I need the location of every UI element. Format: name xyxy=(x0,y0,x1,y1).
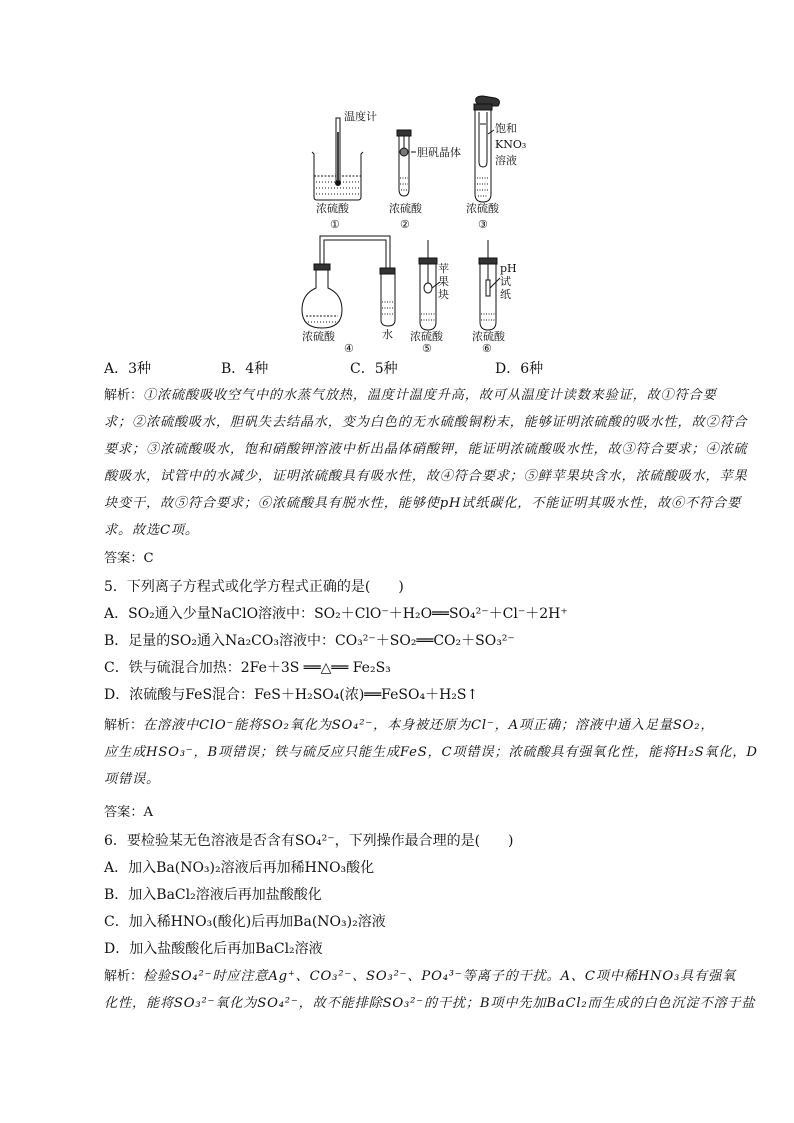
caption-4: 浓硫酸 xyxy=(302,330,335,343)
number-1: ① xyxy=(330,218,340,231)
q4-option-d: D．6种 xyxy=(495,361,544,377)
tube-5 xyxy=(419,240,440,330)
tube-2 xyxy=(397,130,416,196)
q5-option-c-equation: 2Fe＋3S ══△══ Fe₂S₃ xyxy=(240,660,391,676)
question-6 xyxy=(104,828,712,963)
q4-option-c: C．5种 xyxy=(350,361,398,377)
q6-option-d: D．加入盐酸酸化后再加BaCl₂溶液 xyxy=(104,941,323,957)
explanation-line: 化性，能将SO₃²⁻氧化为SO₄²⁻，故不能排除SO₃²⁻的干扰；B项中先加BaCl₂而生成的白色沉淀不溶于盐 xyxy=(104,996,756,1011)
q4-option-a: A．3种 xyxy=(104,361,152,377)
number-4: ④ xyxy=(344,342,354,354)
q5-option-a-label: A．SO₂通入少量NaClO溶液中： xyxy=(104,606,315,622)
explanation-line: 求。故选C项。 xyxy=(104,523,199,538)
q5-stem: 5．下列离子方程式或化学方程式正确的是( ) xyxy=(104,579,404,595)
explanation-line: 酸吸水，试管中的水减少，证明浓硫酸具有吸水性，故④符合要求；⑤鲜苹果块含水，浓硫酸吸水，苹果 xyxy=(104,469,748,484)
label-thermometer: 温度计 xyxy=(344,110,377,123)
explanation-line: 块变干，故⑤符合要求；⑥浓硫酸具有脱水性，能够使pH试纸碳化，不能证明其吸水性，故⑥不符合要 xyxy=(104,496,741,511)
q6-option-a: A．加入Ba(NO₃)₂溶液后再加稀HNO₃酸化 xyxy=(104,860,375,876)
number-6: ⑥ xyxy=(482,342,492,354)
q5-explanation xyxy=(104,713,758,794)
label-blue-vitriol: 胆矾晶体 xyxy=(417,146,461,159)
caption-5: 浓硫酸 xyxy=(410,330,443,343)
label-apple-2: 果 xyxy=(438,275,449,288)
explanation-line: 检验SO₄²⁻时应注意Ag⁺、CO₃²⁻、SO₃²⁻、PO₄³⁻等离子的干扰。A、C项中稀HNO₃具有强氧 xyxy=(143,969,737,984)
q4-option-b: B．4种 xyxy=(221,361,269,377)
label-solution: 溶液 xyxy=(495,154,517,167)
label-saturated: 饱和 xyxy=(495,122,517,135)
q4-explanation xyxy=(104,383,748,545)
explanation-line: 要求；③浓硫酸吸水，饱和硝酸钾溶液中析出晶体硝酸钾，能证明浓硫酸吸水性，故③符合要求；④浓硫 xyxy=(104,442,748,457)
question-5 xyxy=(104,574,712,709)
explanation-line: 求；②浓硫酸吸水，胆矾失去结晶水，变为白色的无水硫酸铜粉末，能够证明浓硫酸的吸水性，故②符合 xyxy=(104,415,748,430)
q5-option-a-equation: SO₂＋ClO⁻＋H₂O══SO₄²⁻＋Cl⁻＋2H⁺ xyxy=(314,606,568,622)
q5-option-b-label: B．足量的SO₂通入Na₂CO₃溶液中： xyxy=(104,633,335,649)
label-apple-1: 苹 xyxy=(438,262,449,275)
number-5: ⑤ xyxy=(422,342,432,354)
tube-6 xyxy=(479,240,500,330)
caption-6: 浓硫酸 xyxy=(472,330,505,343)
apparatus-figure xyxy=(300,92,540,354)
q5-option-d-label: D．浓硫酸与FeS混合： xyxy=(104,687,255,703)
label-apple-3: 块 xyxy=(438,288,449,301)
number-2: ② xyxy=(400,218,410,231)
label-ph-3: 纸 xyxy=(500,288,511,301)
flask-4 xyxy=(302,236,395,328)
q4-answer: 答案：C xyxy=(104,551,154,566)
q5-option-c-label: C．铁与硫混合加热： xyxy=(104,660,241,676)
apparatus-diagram xyxy=(300,92,540,354)
q6-explanation-head: 解析： xyxy=(104,969,144,984)
label-ph-2: 试 xyxy=(500,275,511,288)
explanation-line: 应生成HSO₃⁻，B项错误；铁与硫反应只能生成FeS，C项错误；浓硫酸具有强氧化性，能将H₂S氧化，D xyxy=(104,745,758,760)
label-water: 水 xyxy=(382,328,393,341)
explanation-line: 项错误。 xyxy=(104,772,160,787)
q6-option-b: B．加入BaCl₂溶液后再加盐酸酸化 xyxy=(104,887,322,903)
q6-option-c: C．加入稀HNO₃(酸化)后再加Ba(NO₃)₂溶液 xyxy=(104,914,386,930)
caption-1: 浓硫酸 xyxy=(316,202,349,215)
q5-explanation-head: 解析： xyxy=(104,718,144,733)
q4-explanation-head: 解析： xyxy=(104,388,144,403)
q6-explanation xyxy=(104,964,756,1018)
q6-stem: 6．要检验某无色溶液是否含有SO₄²⁻，下列操作最合理的是( ) xyxy=(104,833,514,849)
q5-answer: 答案：A xyxy=(104,805,154,820)
q5-option-d-equation: FeS＋H₂SO₄(浓)══FeSO₄＋H₂S↑ xyxy=(254,687,479,703)
label-ph-1: pH xyxy=(500,262,517,275)
explanation-line: 在溶液中ClO⁻能将SO₂氧化为SO₄²⁻，本身被还原为Cl⁻，A项正确；溶液中通入足量SO₂， xyxy=(143,718,715,733)
q5-option-b-equation: CO₃²⁻＋SO₂══CO₂＋SO₃²⁻ xyxy=(334,633,515,649)
caption-3: 浓硫酸 xyxy=(466,202,499,215)
number-3: ③ xyxy=(478,218,488,231)
label-kno3: KNO₃ xyxy=(495,138,527,151)
q4-options xyxy=(104,358,724,380)
explanation-line: ①浓硫酸吸收空气中的水蒸气放热，温度计温度升高，故可从温度计读数来验证，故①符合要 xyxy=(143,388,717,403)
beaker-1 xyxy=(312,118,363,200)
caption-2: 浓硫酸 xyxy=(389,202,422,215)
